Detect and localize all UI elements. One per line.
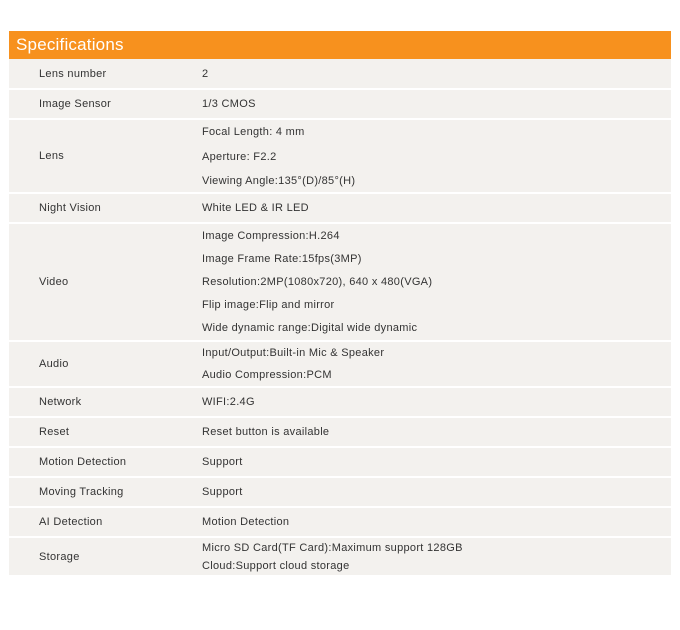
spec-value	[172, 223, 671, 341]
spec-label: Night Vision	[9, 193, 172, 223]
specifications-table	[9, 59, 671, 575]
spec-label: Video	[9, 223, 172, 341]
spec-value-line: Support	[202, 486, 243, 498]
spec-value-line: Viewing Angle:135°(D)/85°(H)	[202, 175, 356, 187]
spec-value	[172, 119, 671, 193]
specifications-sheet	[9, 31, 671, 575]
spec-value-line: Aperture: F2.2	[202, 151, 277, 163]
spec-value-line: Resolution:2MP(1080x720), 640 x 480(VGA)	[202, 275, 433, 288]
spec-row-video	[9, 223, 671, 341]
spec-value-line: White LED & IR LED	[202, 202, 309, 214]
spec-value-line: 1/3 CMOS	[202, 98, 256, 110]
spec-value	[172, 447, 671, 477]
spec-value-line: Reset button is available	[202, 426, 330, 438]
spec-label: Audio	[9, 341, 172, 387]
spec-row-reset	[9, 417, 671, 447]
spec-label: Moving Tracking	[9, 477, 172, 507]
spec-value	[172, 89, 671, 119]
spec-value	[172, 537, 671, 575]
spec-row-moving-tracking	[9, 477, 671, 507]
spec-row-lens	[9, 119, 671, 193]
spec-row-ai-detection	[9, 507, 671, 537]
spec-value-line: Flip image:Flip and mirror	[202, 298, 335, 311]
spec-value-line: Motion Detection	[202, 516, 290, 528]
spec-row-motion-detection	[9, 447, 671, 477]
spec-row-image-sensor	[9, 89, 671, 119]
spec-value-line: Support	[202, 456, 243, 468]
spec-value-line: Wide dynamic range:Digital wide dynamic	[202, 321, 418, 334]
spec-value	[172, 341, 671, 387]
spec-value	[172, 59, 671, 89]
spec-label: AI Detection	[9, 507, 172, 537]
spec-value	[172, 193, 671, 223]
spec-value-line: 2	[202, 67, 209, 80]
spec-value	[172, 417, 671, 447]
spec-row-network	[9, 387, 671, 417]
spec-label: Motion Detection	[9, 447, 172, 477]
spec-row-audio	[9, 341, 671, 387]
spec-value	[172, 507, 671, 537]
spec-label: Lens	[9, 119, 172, 193]
spec-label: Image Sensor	[9, 89, 172, 119]
spec-value	[172, 387, 671, 417]
spec-label: Storage	[39, 550, 80, 563]
specifications-header	[9, 31, 671, 59]
spec-value-line: Cloud:Support cloud storage	[202, 559, 350, 572]
spec-value-line: Focal Length: 4 mm	[202, 126, 305, 138]
spec-value-line: Image Compression:H.264	[202, 229, 340, 242]
spec-row-storage	[9, 537, 671, 575]
spec-value	[172, 477, 671, 507]
spec-row-lens-number	[9, 59, 671, 89]
spec-value-line: Micro SD Card(TF Card):Maximum support 128GB	[202, 541, 463, 554]
spec-label: Reset	[9, 417, 172, 447]
section-title: Specifications	[16, 35, 124, 54]
spec-row-night-vision	[9, 193, 671, 223]
spec-label: Network	[9, 387, 172, 417]
spec-value-line: Image Frame Rate:15fps(3MP)	[202, 252, 362, 265]
spec-value-line: Audio Compression:PCM	[202, 369, 332, 381]
spec-value-line: WIFI:2.4G	[202, 396, 255, 408]
spec-value-line: Input/Output:Built-in Mic & Speaker	[202, 347, 385, 359]
spec-label: Lens number	[9, 59, 172, 89]
